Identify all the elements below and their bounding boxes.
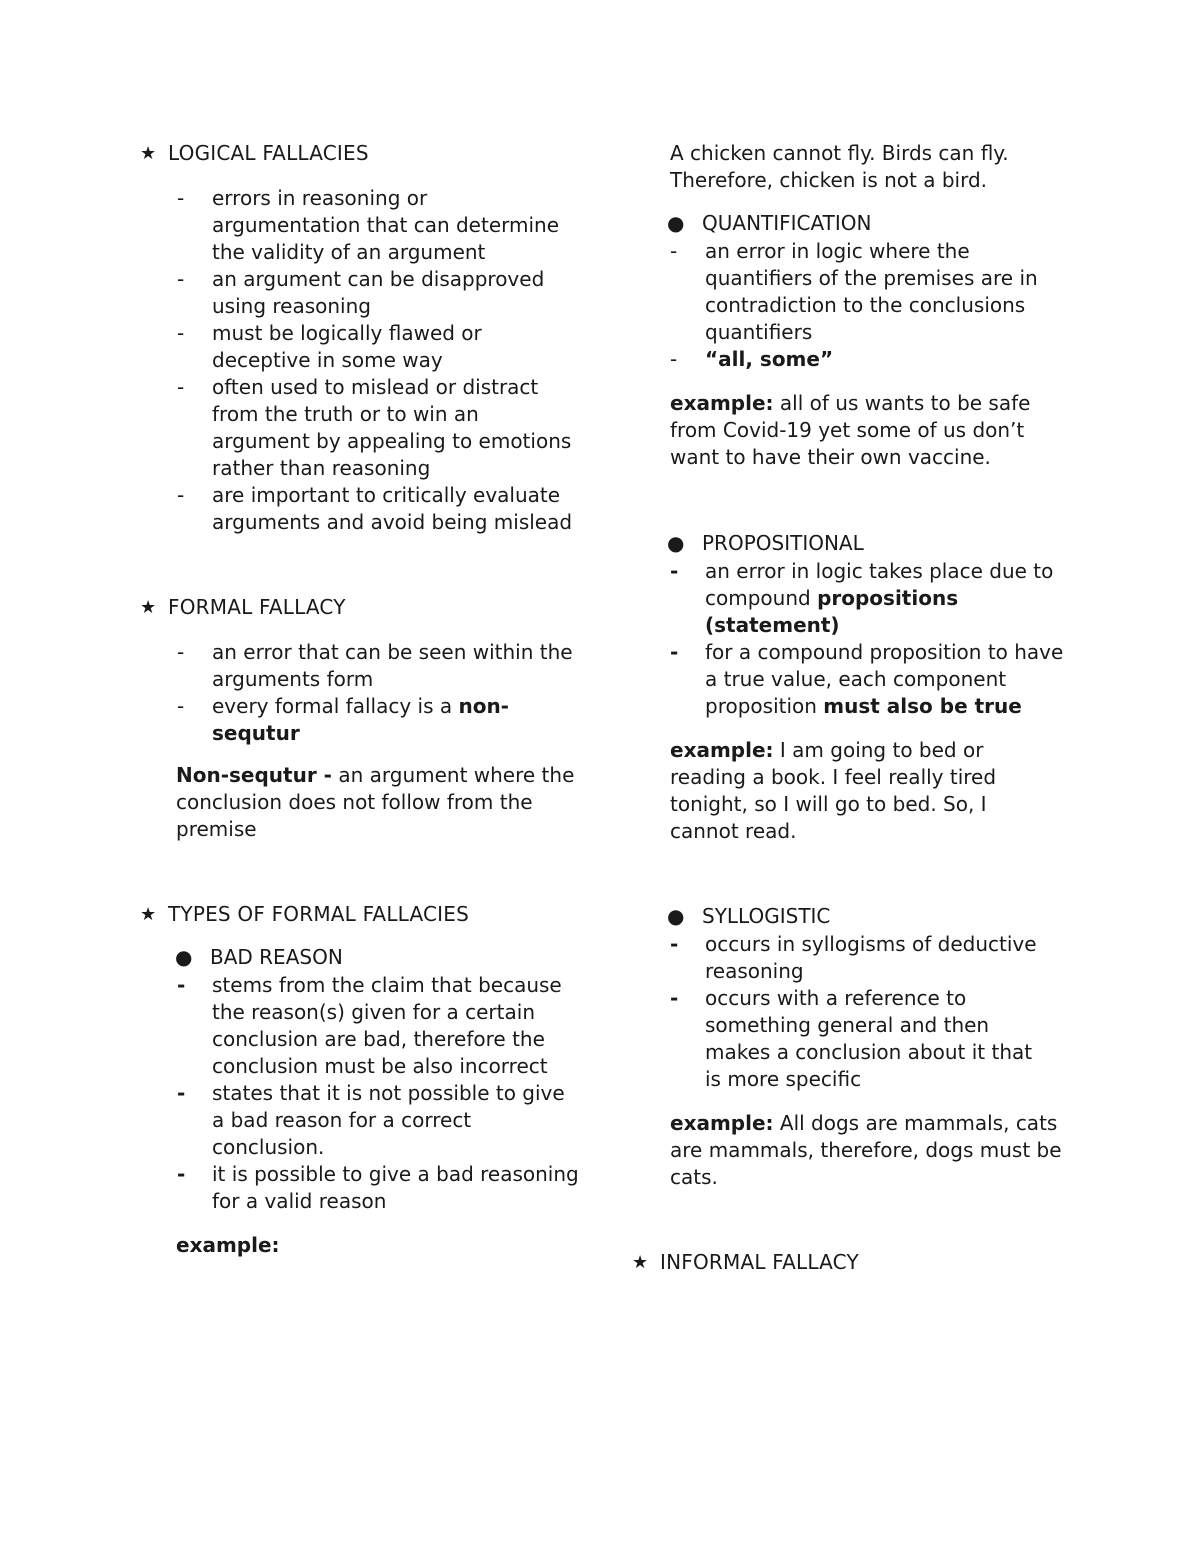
list-item: - an argument can be disapproved using reasoning [177, 267, 545, 318]
logical-fallacies-list [177, 185, 580, 536]
heading-types-of-formal-fallacies [140, 901, 580, 928]
list-item: - stems from the claim that because the reason(s) given for a certain conclusion are bad, therefore the conclusion must be also incorrect [177, 973, 562, 1078]
list-item: - for a compound proposition to have a true value, each component proposition must also be true [670, 640, 1064, 718]
quantification-example: example: all of us wants to be safe from Covid-19 yet some of us don’t want to have their own vaccine. [670, 391, 1031, 469]
syllogistic-list [670, 931, 1045, 1093]
star-icon: ★ [140, 597, 157, 618]
subheading-bad-reason: ● BAD REASON [175, 945, 343, 969]
bullet-icon: ● [175, 945, 193, 969]
list-item: - are important to critically evaluate arguments and avoid being mislead [177, 483, 573, 534]
list-item: - an error that can be seen within the arguments form [177, 640, 573, 691]
bad-reason-example-text: A chicken cannot fly. Birds can fly. Therefore, chicken is not a bird. [670, 141, 1009, 192]
heading-text: TYPES OF FORMAL FALLACIES [168, 902, 469, 926]
right-column [632, 140, 1072, 1276]
formal-fallacy-list [177, 639, 580, 747]
star-icon: ★ [140, 904, 157, 925]
list-item: - every formal fallacy is a non-sequtur [177, 694, 509, 745]
star-icon: ★ [632, 1252, 649, 1273]
list-item: - states that it is not possible to give a bad reason for a correct conclusion. [177, 1081, 565, 1159]
bullet-icon: ● [667, 904, 685, 928]
subheading-quantification: ● QUANTIFICATION [667, 211, 872, 235]
list-item: - it is possible to give a bad reasoning for a valid reason [177, 1162, 579, 1213]
heading-text: LOGICAL FALLACIES [168, 141, 369, 165]
list-item: - occurs in syllogisms of deductive reasoning [670, 932, 1037, 983]
left-column [140, 140, 580, 1259]
heading-logical-fallacies [140, 140, 580, 167]
heading-formal-fallacy [140, 594, 580, 621]
star-icon: ★ [140, 143, 157, 164]
bad-reason-example-label: example: [176, 1233, 280, 1257]
non-sequtur-definition: Non-sequtur - an argument where the conclusion does not follow from the premise [176, 763, 575, 841]
list-item: - an error in logic where the quantifiers of the premises are in contradiction to the conclusions quantifiers [670, 239, 1038, 344]
list-item: - must be logically flawed or deceptive in some way [177, 321, 482, 372]
bad-reason-list [177, 972, 580, 1215]
list-item: - occurs with a reference to something general and then makes a conclusion about it that is more specific [670, 986, 1033, 1091]
quantification-list [670, 238, 1072, 373]
list-item: - “all, some” [670, 347, 834, 371]
list-item: - an error in logic takes place due to compound propositions (statement) [670, 559, 1054, 637]
heading-informal-fallacy [632, 1249, 1072, 1276]
syllogistic-example: example: All dogs are mammals, cats are mammals, therefore, dogs must be cats. [670, 1111, 1062, 1189]
propositional-list [670, 558, 1072, 720]
list-item: - errors in reasoning or argumentation that can determine the validity of an argument [177, 186, 560, 264]
list-item: - often used to mislead or distract from the truth or to win an argument by appealing to emotions rather than reasoning [177, 375, 572, 480]
bullet-icon: ● [667, 531, 685, 555]
bullet-icon: ● [667, 211, 685, 235]
heading-text: INFORMAL FALLACY [660, 1250, 859, 1274]
heading-text: FORMAL FALLACY [168, 595, 346, 619]
subheading-propositional: ● PROPOSITIONAL [667, 531, 864, 555]
propositional-example: example: I am going to bed or reading a book. I feel really tired tonight, so I will go to bed. So, I cannot read. [670, 738, 997, 843]
subheading-syllogistic: ● SYLLOGISTIC [667, 904, 831, 928]
